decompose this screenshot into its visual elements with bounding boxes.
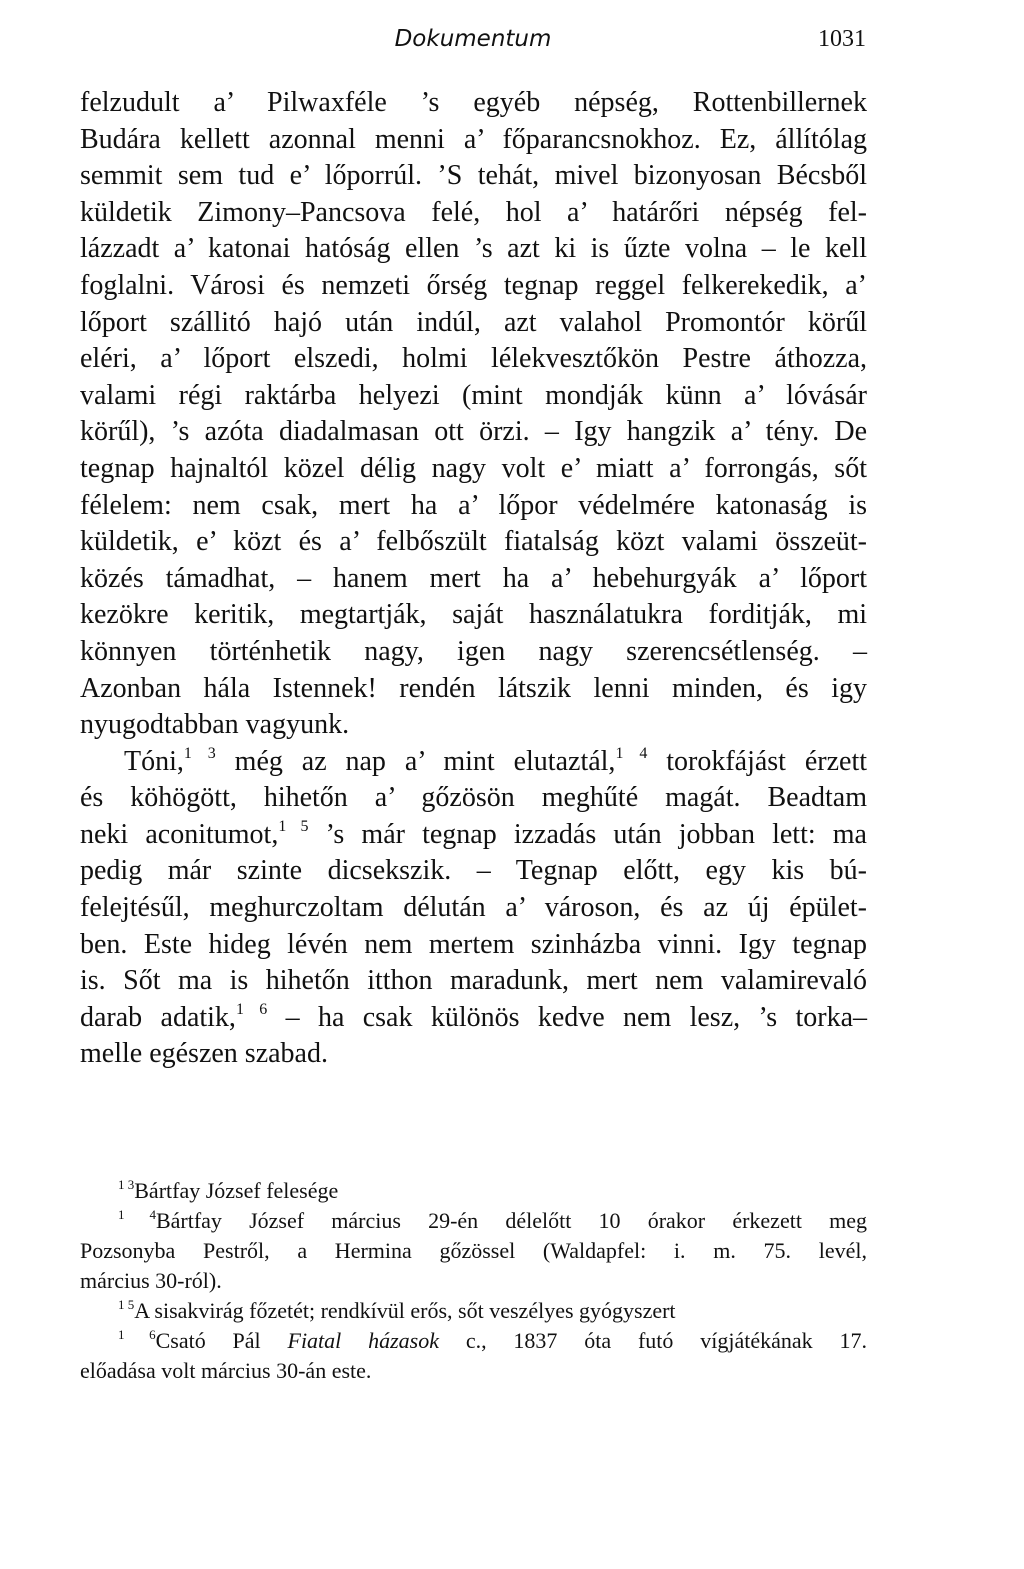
footnote-text: A sisakvirág főzetét; rendkívül erős, sőt veszélyes gyógyszert xyxy=(134,1298,676,1323)
text-line: ben. Este hideg lévén nem mertem szinházba vinni. Igy tegnap xyxy=(80,928,867,960)
footnotes xyxy=(80,1176,867,1386)
footnote-text: Csató Pál xyxy=(155,1328,288,1353)
running-head xyxy=(80,22,866,62)
text-line: könnyen történhetik nagy, igen nagy szerencsétlenség. – xyxy=(80,635,867,667)
paragraph-2 xyxy=(80,744,867,1073)
footnote-ref-13: 1 3 xyxy=(183,744,216,762)
footnote-text: Bártfay József március 29-én délelőtt 10 órakor érkezett meg xyxy=(155,1208,867,1233)
text-line: tegnap hajnaltól közel délig nagy volt e’ miatt a’ forrongás, sőt xyxy=(80,452,867,484)
footnote-number: 1 5 xyxy=(118,1297,135,1312)
page-number: 1031 xyxy=(818,26,866,52)
footnote-ref-15: 1 5 xyxy=(278,817,309,835)
text-line: félelem: nem csak, mert ha a’ lőpor védelmére katonaság is xyxy=(80,489,867,521)
footnote-14 xyxy=(80,1206,867,1236)
running-title: Dokumentum xyxy=(394,26,552,52)
text-segment: Tóni, xyxy=(124,745,184,777)
text-line xyxy=(80,817,867,854)
footnote-ref-16: 1 6 xyxy=(235,1000,268,1018)
text-line: lázzadt a’ katonai hatóság ellen ’s azt ki is űzte volna – le kell xyxy=(80,233,867,265)
footnote-15 xyxy=(80,1296,867,1326)
text-line: valami régi raktárba helyezi (mint mondják künn a’ lóvásár xyxy=(80,379,867,411)
text-segment: még az nap a’ mint elutaztál, xyxy=(215,745,616,777)
text-line: semmit sem tud e’ lőporrúl. ’S tehát, mivel bizonyosan Bécsből xyxy=(80,160,867,192)
text-line xyxy=(80,1000,867,1037)
footnote-ref-14: 1 4 xyxy=(615,744,648,762)
footnote-16-line-2: előadása volt március 30-án este. xyxy=(80,1358,372,1383)
text-segment: torokfájást érzett xyxy=(647,745,868,777)
text-line: lőport szállitó hajó után indúl, azt valahol Promontór körűl xyxy=(80,306,867,338)
text-line: Budára kellett azonnal menni a’ főparancsnokhoz. Ez, állítólag xyxy=(80,123,867,155)
text-line: felejtésűl, meghurczoltam délután a’ városon, és az új épület- xyxy=(80,892,867,924)
footnote-16 xyxy=(80,1326,867,1356)
text-line: és köhögött, hihetőn a’ gőzösön meghűté magát. Beadtam xyxy=(80,782,867,814)
footnote-number: 1 6 xyxy=(118,1327,156,1342)
text-line xyxy=(80,744,867,781)
footnote-number: 1 4 xyxy=(118,1207,156,1222)
text-line: pedig már szinte dicsekszik. – Tegnap előtt, egy kis bú- xyxy=(80,855,867,887)
body-text xyxy=(80,85,867,1073)
footnote-13 xyxy=(80,1176,867,1206)
text-segment: – ha csak különös kedve nem lesz, ’s torka– xyxy=(267,1001,868,1033)
footnote-text: Bártfay József felesége xyxy=(134,1178,339,1203)
text-line: foglalni. Városi és nemzeti őrség tegnap reggel felkerekedik, a’ xyxy=(80,269,867,301)
text-line: melle egészen szabad. xyxy=(80,1038,328,1070)
text-line: is. Sőt ma is hihetőn itthon maradunk, mert nem valamirevaló xyxy=(80,965,867,997)
text-line: felzudult a’ Pilwaxféle ’s egyéb népség, Rottenbillernek xyxy=(80,87,867,118)
text-segment: ’s már tegnap izzadás után jobban lett: ma xyxy=(308,818,867,850)
footnote-14-line-3: március 30-ról). xyxy=(80,1268,222,1293)
text-line: körűl), ’s azóta diadalmasan ott örzi. – Igy hangzik a’ tény. De xyxy=(80,416,867,448)
play-title: Fiatal házasok xyxy=(287,1328,439,1353)
footnote-text: c., 1837 óta futó vígjátékának 17. xyxy=(439,1328,867,1353)
text-line: nyugodtabban vagyunk. xyxy=(80,709,350,741)
text-line: Azonban hála Istennek! rendén látszik lenni minden, és igy xyxy=(80,672,867,704)
footnote-14-line-2: Pozsonyba Pestről, a Hermina gőzössel (Waldapfel: i. m. 75. levél, xyxy=(80,1238,867,1263)
text-line: küldetik, e’ közt és a’ felbőszült fiatalság közt valami összeüt- xyxy=(80,526,867,558)
text-line: közés támadhat, – hanem mert ha a’ hebehurgyák a’ lőport xyxy=(80,562,867,594)
footnote-number: 1 3 xyxy=(118,1177,135,1192)
text-segment: darab adatik, xyxy=(80,1001,236,1033)
paragraph-1 xyxy=(80,85,867,744)
text-line: eléri, a’ lőport elszedi, holmi lélekvesztőkön Pestre áthozza, xyxy=(80,343,867,375)
text-line: kezökre keritik, megtartják, saját használatukra forditják, mi xyxy=(80,599,867,631)
text-line: küldetik Zimony–Pancsova felé, hol a’ határőri népség fel- xyxy=(80,196,867,228)
text-segment: neki aconitumot, xyxy=(80,818,279,850)
